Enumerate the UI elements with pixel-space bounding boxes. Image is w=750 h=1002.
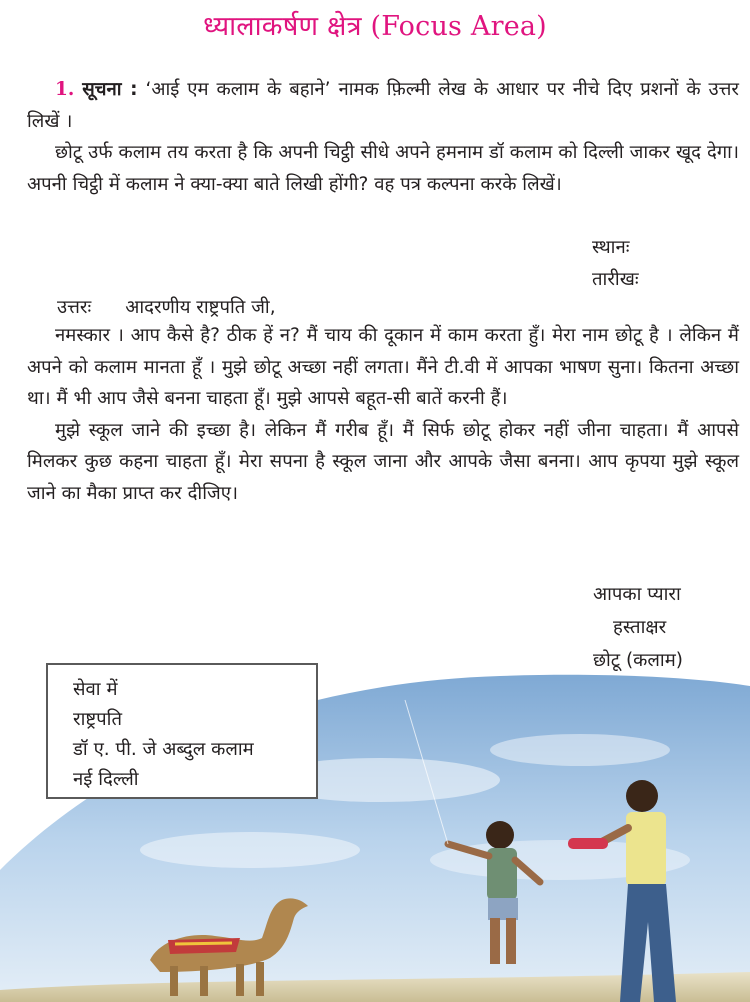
- answer-line: [57, 294, 276, 319]
- question-number: 1.: [55, 79, 75, 100]
- question-task: छोटू उर्फ कलाम तय करता है कि अपनी चिट्ठी सीधे अपने हमनाम डॉ कलाम को दिल्ली जाकर खूद देगा। अपनी चिट्ठी में कलाम ने क्या-क्या बाते लिखी होंगी? वह पत्र कल्पना करके लिखें।: [27, 142, 739, 195]
- salutation: आदरणीय राष्ट्रपति जी,: [125, 297, 276, 318]
- sender-name: छोटू (कलाम): [593, 650, 684, 671]
- closing-text: आपका प्यारा: [593, 584, 681, 605]
- question-text: ‘आई एम कलाम के बहाने’ नामक फ़िल्मी लेख के आधार पर नीचे दिए प्रशनों के उत्तर लिखें ।: [27, 79, 739, 132]
- closing-block: [593, 578, 683, 677]
- place-date-block: [592, 232, 639, 295]
- page-title: ध्यालाकर्षण क्षेत्र (Focus Area): [203, 11, 547, 42]
- letter-body: [27, 320, 739, 509]
- date-label: तारीखः: [592, 268, 639, 290]
- place-label: स्थानः: [592, 237, 630, 258]
- question-block: [27, 74, 739, 200]
- address-line-3: डॉ ए. पी. जे अब्दुल कलाम: [73, 739, 254, 760]
- address-box: [46, 663, 318, 799]
- address-line-4: नई दिल्ली: [73, 769, 139, 790]
- address-line-2: राष्ट्रपति: [73, 709, 123, 730]
- letter-paragraph-2: मुझे स्कूल जाने की इच्छा है। लेकिन मैं गरीब हूँ। मैं सिर्फ छोटू होकर नहीं जीना चाहता। मैं आपसे मिलकर कुछ कहना चाहता हूँ। मेरा सपना है स्कूल जाना और आपके जैसा बनना। आप कृपया मुझे स्कूल जाने का मैका प्राप्त कर दीजिए।: [27, 419, 739, 504]
- answer-label: उत्तरः: [57, 297, 92, 318]
- question-instruction: [27, 74, 739, 137]
- signature-label: हस्ताक्षर: [613, 617, 667, 638]
- address-line-1: सेवा में: [73, 679, 118, 700]
- question-label: सूचना :: [82, 79, 138, 100]
- letter-paragraph-1: नमस्कार । आप कैसे है? ठीक हें न? मैं चाय की दूकान में काम करता हुँ। मेरा नाम छोटू है । लेकिन मैं अपने को कलाम मानता हूँ । मुझे छोटू अच्छा नहीं लगता। मैंने टी.वी में आपका भाषण सुना। कितना अच्छा था। मैं भी आप जैसे बनना चाहता हूँ। मुझे आपसे बहूत-सी बातें करनी हैं।: [27, 325, 739, 409]
